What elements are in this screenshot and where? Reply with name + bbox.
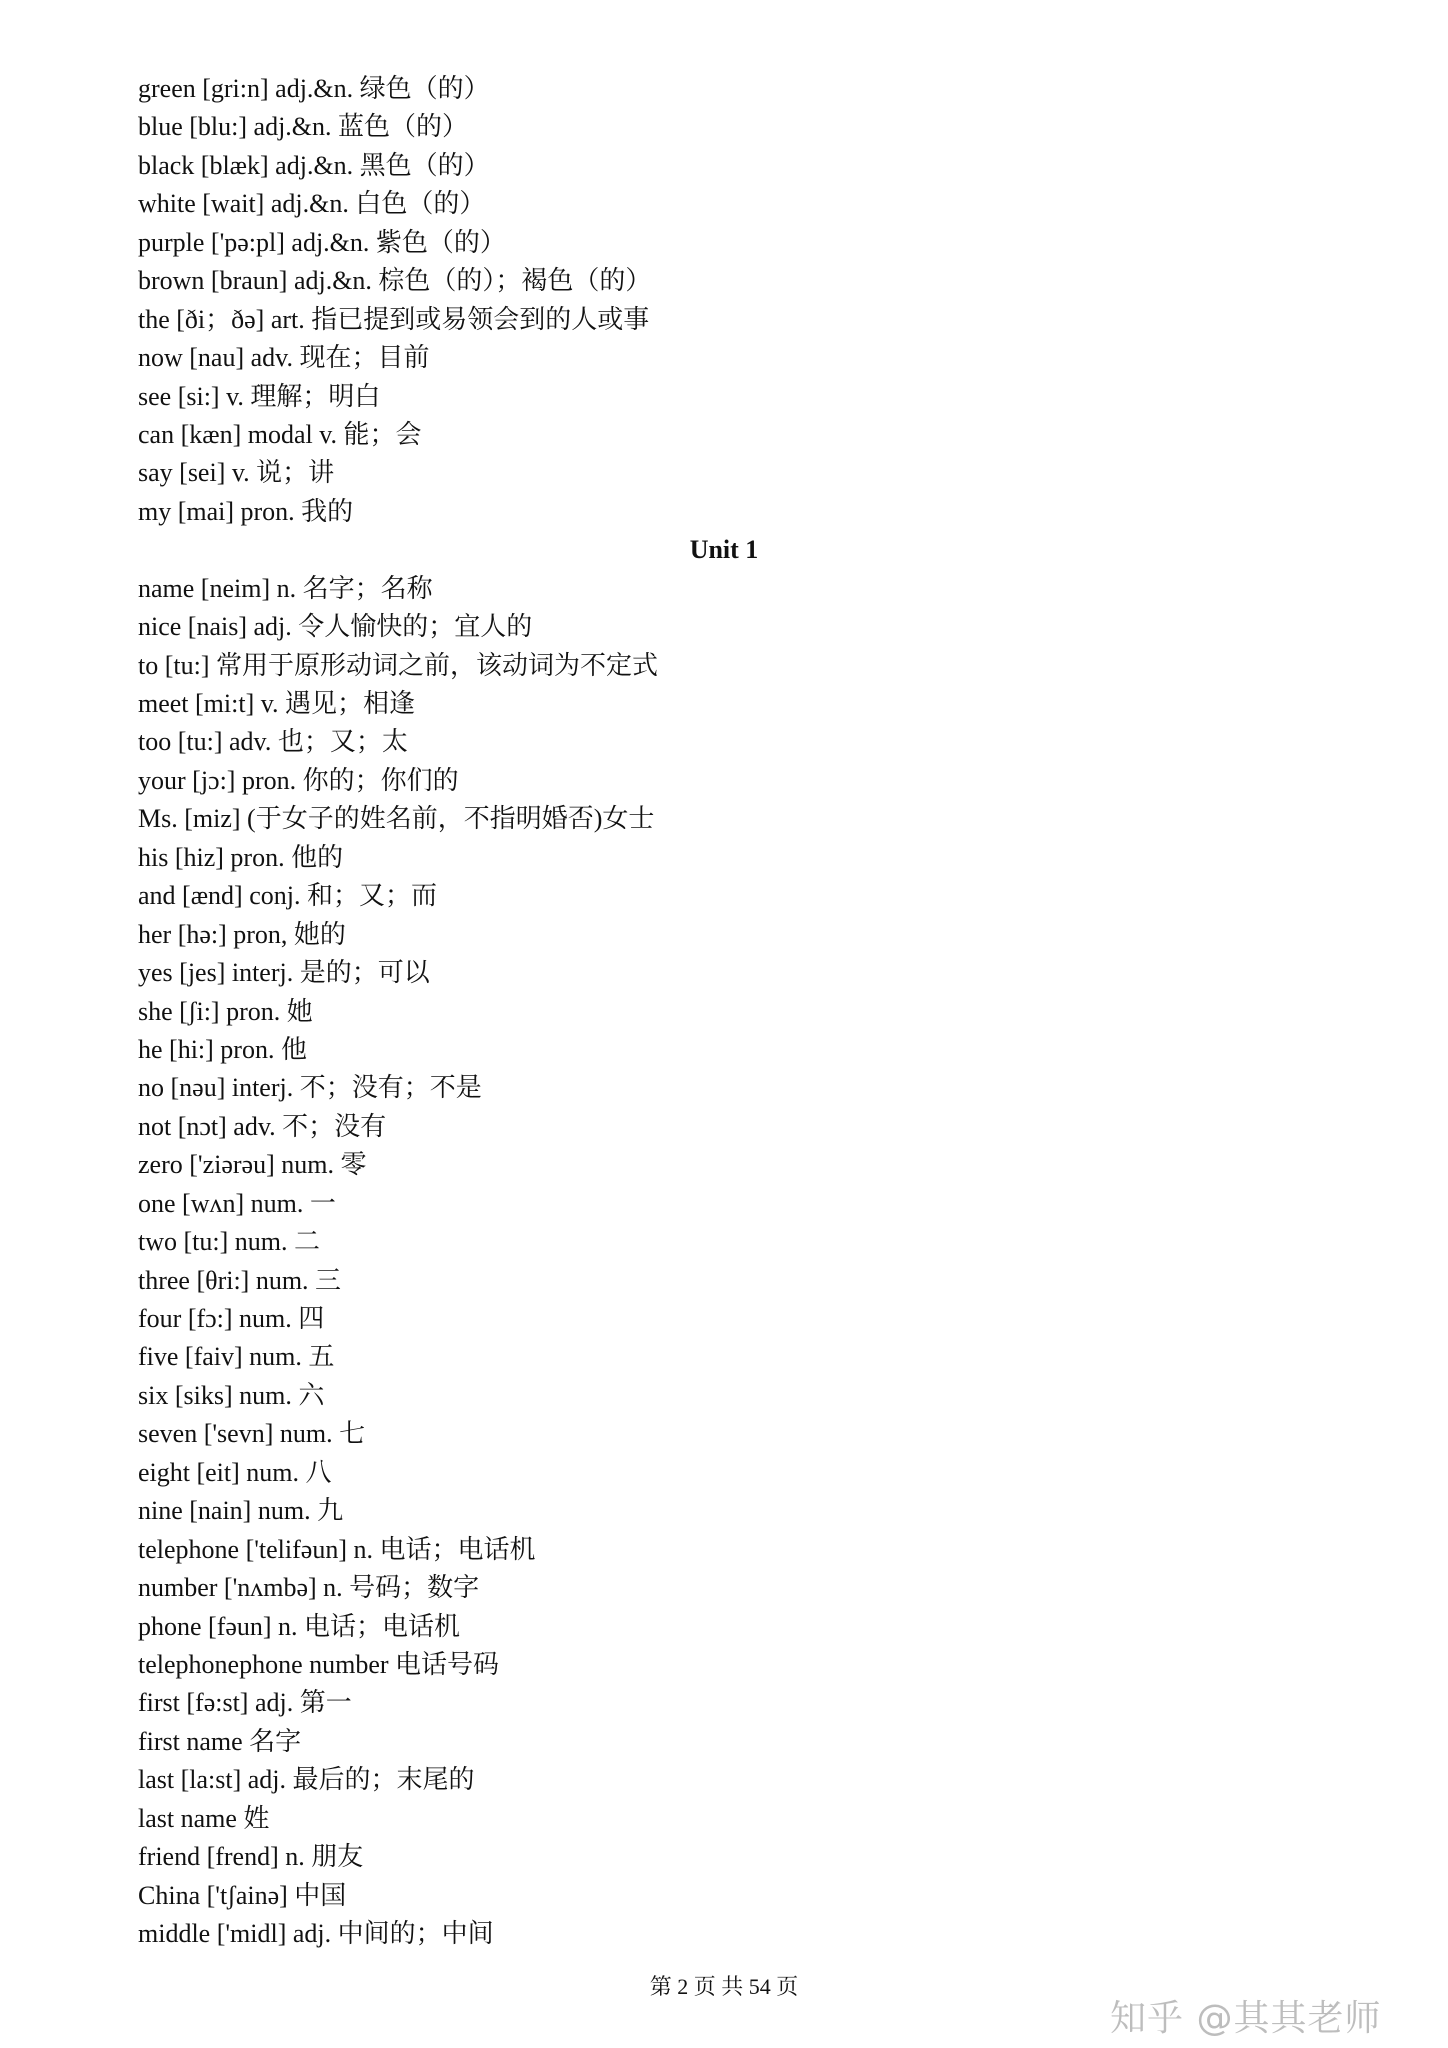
vocab-entry: to [tu:] 常用于原形动词之前，该动词为不定式: [138, 650, 658, 680]
vocab-entry: phone [fəun] n. 电话；电话机: [138, 1611, 461, 1641]
vocab-entry: see [si:] v. 理解；明白: [138, 381, 381, 411]
vocab-entry: last name 姓: [138, 1803, 270, 1833]
vocab-entry: no [nəu] interj. 不；没有；不是: [138, 1073, 482, 1103]
vocab-entry: her [hə:] pron, 她的: [138, 919, 346, 949]
vocab-entry: white [wait] adj.&n. 白色（的）: [138, 189, 486, 219]
vocab-entry: yes [jes] interj. 是的；可以: [138, 958, 430, 988]
vocab-entry: can [kæn] modal v. 能；会: [138, 419, 422, 449]
vocab-entry: China ['tʃainə] 中国: [138, 1880, 347, 1910]
vocab-entry: your [jɔ:] pron. 你的；你们的: [138, 765, 459, 795]
vocab-entry: purple ['pə:pl] adj.&n. 紫色（的）: [138, 227, 506, 257]
vocab-entry: Ms. [miz] (于女子的姓名前，不指明婚否)女士: [138, 804, 655, 834]
vocab-entry: too [tu:] adv. 也；又；太: [138, 727, 408, 757]
vocab-entry: say [sei] v. 说；讲: [138, 458, 335, 488]
vocab-entry: nine [nain] num. 九: [138, 1496, 344, 1526]
vocab-entry: six [siks] num. 六: [138, 1380, 325, 1410]
vocab-entry: nice [nais] adj. 令人愉快的；宜人的: [138, 612, 533, 642]
vocab-entry: last [la:st] adj. 最后的；末尾的: [138, 1765, 475, 1795]
vocab-entry: name [neim] n. 名字；名称: [138, 573, 433, 603]
vocab-entry: telephonephone number 电话号码: [138, 1649, 500, 1679]
vocab-entry: green [gri:n] adj.&n. 绿色（的）: [138, 74, 490, 103]
vocab-entry: seven ['sevn] num. 七: [138, 1419, 366, 1449]
vocab-entry: the [ði；ðə] art. 指已提到或易领会到的人或事: [138, 304, 650, 334]
vocab-entry: first name 名字: [138, 1726, 302, 1756]
vocab-entry: my [mai] pron. 我的: [138, 496, 354, 526]
vocabulary-list: [138, 70, 1138, 1953]
vocab-entry: not [nɔt] adv. 不；没有: [138, 1111, 387, 1141]
vocab-entry: blue [blu:] adj.&n. 蓝色（的）: [138, 112, 469, 142]
vocab-entry: four [fɔ:] num. 四: [138, 1304, 325, 1333]
vocab-entry: three [θri:] num. 三: [138, 1265, 342, 1295]
vocab-entry: brown [braun] adj.&n. 棕色（的）；褐色（的）: [138, 266, 652, 296]
vocab-entry: his [hiz] pron. 他的: [138, 842, 344, 872]
page-footer: 第 2 页 共 54 页: [649, 1974, 799, 1999]
vocab-entry: two [tu:] num. 二: [138, 1227, 320, 1257]
vocab-entry: first [fə:st] adj. 第一: [138, 1688, 352, 1718]
vocab-entry: middle ['midl] adj. 中间的；中间: [138, 1919, 494, 1948]
vocab-entry: and [ænd] conj. 和；又；而: [138, 881, 437, 911]
vocab-entry: one [wʌn] num. 一: [138, 1188, 336, 1218]
unit-heading: Unit 1: [689, 535, 759, 565]
vocab-entry: five [faiv] num. 五: [138, 1342, 335, 1372]
vocab-entry: she [ʃi:] pron. 她: [138, 996, 313, 1026]
vocab-entry: telephone ['telifəun] n. 电话；电话机: [138, 1534, 536, 1564]
vocab-entry: meet [mi:t] v. 遇见；相逢: [138, 689, 416, 718]
vocab-entry: eight [eit] num. 八: [138, 1457, 332, 1487]
vocab-entry: now [nau] adv. 现在；目前: [138, 343, 430, 373]
vocab-entry: number ['nʌmbə] n. 号码；数字: [138, 1573, 480, 1603]
vocab-entry: black [blæk] adj.&n. 黑色（的）: [138, 150, 490, 180]
vocab-entry: friend [frend] n. 朋友: [138, 1842, 364, 1872]
watermark: 知乎 @其其老师: [1110, 1998, 1382, 2039]
vocab-entry: zero ['ziərəu] num. 零: [138, 1150, 367, 1180]
vocab-entry: he [hi:] pron. 他: [138, 1034, 307, 1064]
